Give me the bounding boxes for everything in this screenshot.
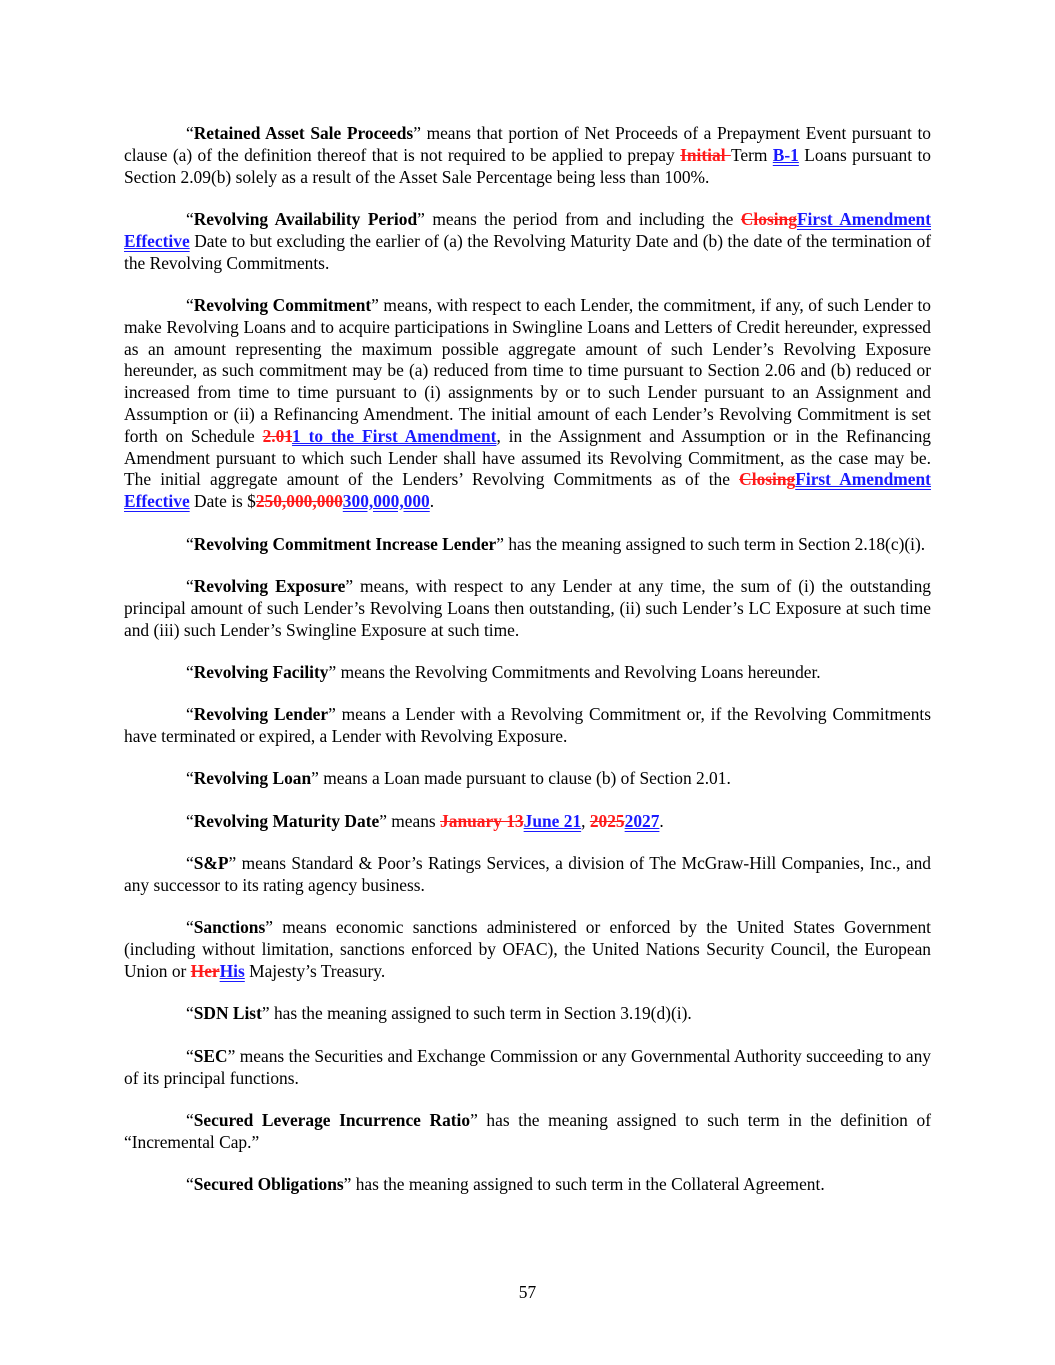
definition-text: “ bbox=[186, 123, 194, 143]
definition-text: ” means, with respect to each Lender, the commitment, if any, of such Lender to make Revolving Loans and to acquire participations in Swingline Loans and Letters of Credit hereunder, expressed as an amount representing the maximum possible aggregate amount of such Lender’s Revolving Exposure hereunder, as such commitment may be (a) reduced from time to time pursuant to Section 2.06 and (b) reduced or increased from time to time pursuant to (i) assignments by or to such Lender pursuant to an Assignment and Assumption or (ii) a Refinancing Amendment. The initial amount of each Lender’s Revolving Commitment is set forth on Schedule bbox=[124, 294, 931, 446]
deleted-text: Closing bbox=[740, 208, 797, 229]
definition-text: ” means a Loan made pursuant to clause (b) of Section 2.01. bbox=[311, 768, 731, 789]
deleted-text: January 13 bbox=[440, 810, 524, 831]
definition-text: “ bbox=[186, 917, 194, 938]
definition-text: . bbox=[659, 810, 664, 831]
definition-text: “ bbox=[186, 1003, 194, 1024]
inserted-text: B-1 bbox=[772, 144, 799, 165]
definition-text: “ bbox=[186, 533, 194, 554]
inserted-text: 300,000,000 bbox=[342, 491, 430, 512]
definition-revolving-facility bbox=[124, 662, 931, 684]
definition-text: “ bbox=[186, 661, 194, 682]
inserted-text: June 21 bbox=[523, 810, 582, 831]
definition-text: ” means the Revolving Commitments and Revolving Loans hereunder. bbox=[328, 661, 821, 682]
definition-text: Date is $ bbox=[189, 491, 256, 512]
definition-text: ” means economic sanctions administered or enforced by the United States Government (including without limitation, sanctions enforced by OFAC), the United Nations Security Council, the European Union or bbox=[124, 917, 931, 982]
defined-term: Secured Leverage Incurrence Ratio bbox=[193, 1110, 471, 1131]
deleted-text: Her bbox=[190, 961, 220, 982]
definition-text: , in the Assignment and Assumption or in the Refinancing Amendment pursuant to which such Lender shall have assumed its Revolving Commitment, as the case may be. The initial aggregate amount of the Lenders’ Revolving Commitments as of the bbox=[124, 425, 932, 490]
definition-text: “ bbox=[186, 294, 194, 315]
defined-term: Revolving Commitment Increase Lender bbox=[193, 533, 497, 554]
definition-text: Term bbox=[730, 144, 773, 165]
defined-term: Retained Asset Sale Proceeds bbox=[193, 123, 414, 143]
definition-revolving-exposure bbox=[124, 576, 931, 641]
definition-text: “ bbox=[186, 853, 194, 874]
definition-text: ” means bbox=[379, 810, 441, 831]
definition-text: ” means that portion of Net Proceeds of a Prepayment Event pursuant to clause (a) of the definition thereof that is not required to be applied to prepay bbox=[124, 123, 931, 165]
definition-text: ” has the meaning assigned to such term in the Collateral Agreement. bbox=[343, 1174, 825, 1195]
definition-text: Date to but excluding the earlier of (a) the Revolving Maturity Date and (b) the date of the termination of the Revolving Commitments. bbox=[124, 230, 931, 273]
definition-text: , bbox=[581, 810, 590, 831]
deleted-text: 250,000,000 bbox=[255, 491, 343, 512]
deleted-text: 2.01 bbox=[262, 425, 293, 446]
definition-text: “ bbox=[186, 575, 194, 596]
defined-term: Revolving Availability Period bbox=[193, 208, 418, 229]
definition-revolving-lender bbox=[124, 704, 931, 748]
definition-sdn-list bbox=[124, 1003, 931, 1025]
definition-text: ” means the period from and including the bbox=[417, 208, 741, 229]
defined-term: Revolving Lender bbox=[193, 704, 329, 725]
definition-text: “ bbox=[186, 768, 194, 789]
defined-term: Revolving Maturity Date bbox=[193, 810, 380, 831]
deleted-text: Closing bbox=[739, 469, 796, 490]
definition-text: ” has the meaning assigned to such term in Section 3.19(d)(i). bbox=[261, 1003, 692, 1024]
definition-text: ” has the meaning assigned to such term in Section 2.18(c)(i). bbox=[496, 533, 926, 554]
definition-text: Majesty’s Treasury. bbox=[244, 961, 386, 982]
definition-revolving-loan bbox=[124, 768, 931, 790]
definition-text: ” means, with respect to any Lender at any time, the sum of (i) the outstanding principal amount of such Lender’s Revolving Loans then outstanding, (ii) such Lender’s LC Exposure at such time and (iii) such Lender’s Swingline Exposure at such time. bbox=[124, 575, 932, 640]
definition-text: ” has the meaning assigned to such term in the definition of “Incremental Cap.” bbox=[124, 1110, 931, 1152]
defined-term: Secured Obligations bbox=[193, 1174, 344, 1195]
definition-text: “ bbox=[186, 1174, 194, 1195]
definition-secured-leverage-incurrence-ratio bbox=[124, 1110, 931, 1154]
definition-text: “ bbox=[186, 810, 194, 831]
definition-revolving-maturity-date bbox=[124, 811, 931, 833]
definition-text: ” means Standard & Poor’s Ratings Services, a division of The McGraw-Hill Companies, Inc., and any successor to its rating agency business. bbox=[124, 853, 931, 896]
defined-term: Revolving Facility bbox=[193, 661, 329, 682]
deleted-text: Initial bbox=[680, 144, 731, 165]
definition-text: “ bbox=[186, 208, 194, 229]
inserted-text: His bbox=[219, 961, 245, 982]
definition-revolving-commitment-increase-lender bbox=[124, 534, 931, 556]
definition-text: Loans pursuant to Section 2.09(b) solely as a result of the Asset Sale Percentage being less than 100%. bbox=[124, 144, 931, 187]
deleted-text: 2025 bbox=[589, 810, 625, 831]
inserted-text: 1 to the First Amendment bbox=[292, 425, 497, 446]
definition-sec bbox=[124, 1046, 931, 1090]
definition-text: ” means a Lender with a Revolving Commitment or, if the Revolving Commitments have terminated or expired, a Lender with Revolving Exposure. bbox=[124, 704, 931, 747]
definition-retained-asset-sale-proceeds bbox=[124, 123, 931, 188]
definition-text: “ bbox=[186, 1110, 194, 1131]
definition-text: “ bbox=[186, 1045, 194, 1066]
inserted-text: 2027 bbox=[624, 810, 660, 831]
defined-term: Revolving Commitment bbox=[193, 294, 372, 315]
definition-revolving-commitment bbox=[124, 295, 931, 513]
definition-s-and-p bbox=[124, 853, 931, 897]
defined-term: S&P bbox=[193, 853, 229, 874]
defined-term: SDN List bbox=[193, 1003, 262, 1024]
definition-revolving-availability-period bbox=[124, 209, 931, 274]
defined-term: SEC bbox=[193, 1045, 228, 1066]
definitions-section bbox=[124, 123, 931, 1217]
defined-term: Revolving Loan bbox=[193, 768, 312, 789]
defined-term: Revolving Exposure bbox=[193, 575, 346, 596]
definition-text: “ bbox=[186, 704, 194, 725]
definition-text: ” means the Securities and Exchange Commission or any Governmental Authority succeeding to any of its principal functions. bbox=[124, 1045, 931, 1088]
defined-term: Sanctions bbox=[193, 917, 266, 938]
definition-text: . bbox=[429, 491, 435, 512]
page-number: 57 bbox=[518, 1282, 537, 1302]
definition-sanctions bbox=[124, 917, 931, 982]
definition-secured-obligations bbox=[124, 1174, 931, 1196]
inserted-text: First Amendment Effective bbox=[124, 208, 931, 251]
inserted-text: First Amendment Effective bbox=[124, 469, 931, 512]
